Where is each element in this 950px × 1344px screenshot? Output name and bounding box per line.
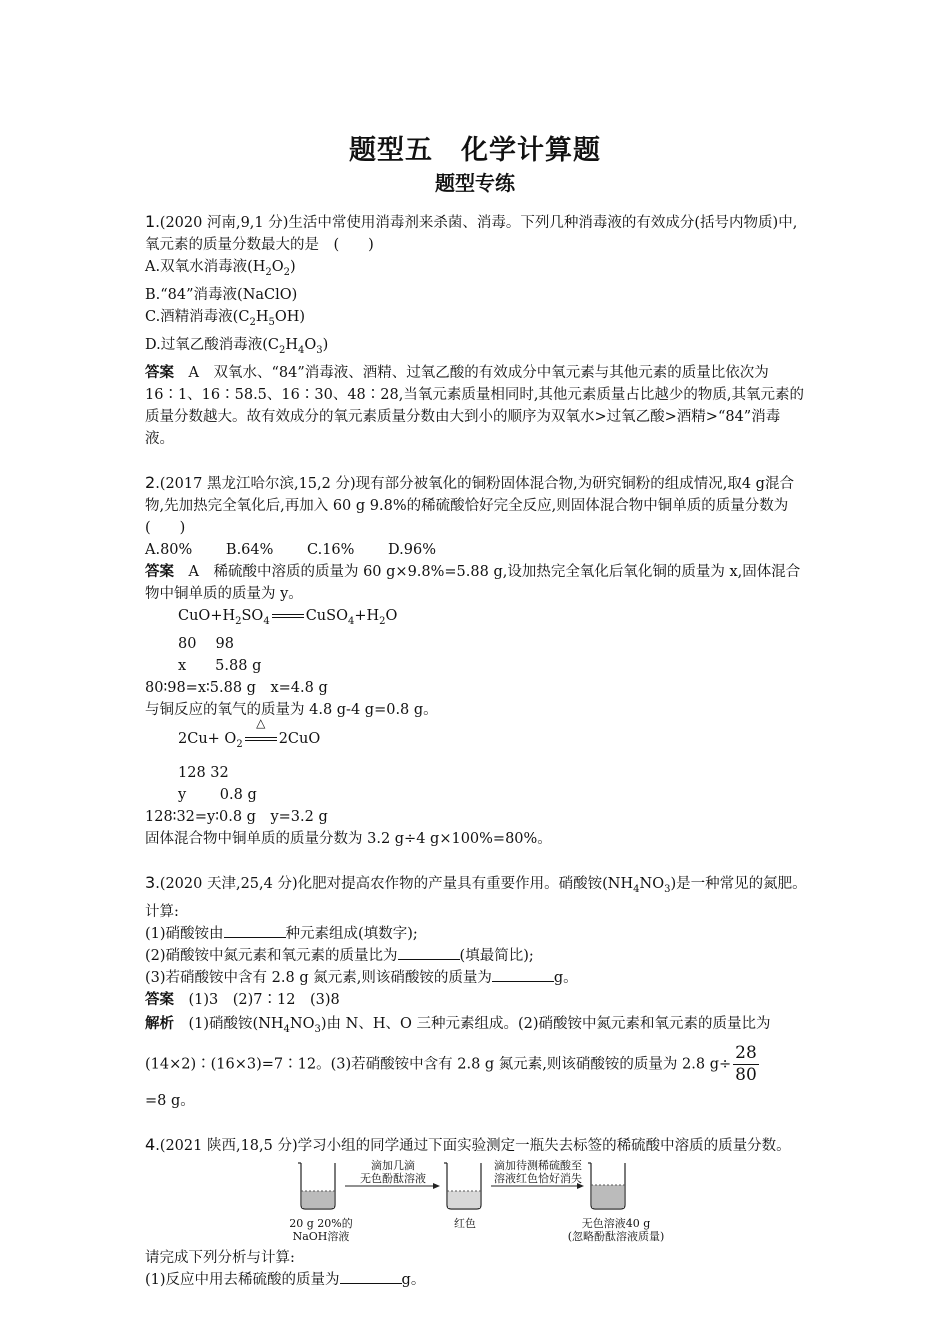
option-a: A.双氧水消毒液$(H_2O_2)$ — [145, 259, 296, 278]
answer-blank — [340, 1269, 402, 1284]
calc-line-4: 固体混合物中铜单质的质量分数为 3.2 g÷4 g×100%=80%。 — [145, 831, 552, 848]
question-list — [145, 211, 807, 1291]
calc-line-1: 80∶98=x∶5.88 g x=4.8 g — [145, 679, 328, 696]
equation-2-masses: 128 32 — [178, 765, 229, 782]
calc-line-2: 与铜反应的氧气的质量为 4.8 g-4 g=0.8 g。 — [145, 701, 438, 718]
step-1-label: 滴加几滴 无色酚酞溶液 — [360, 1159, 426, 1186]
page-title: 题型五 化学计算题 — [349, 135, 601, 166]
answer-2: 答案 A 稀硫酸中溶质的质量为 60 g×9.8%=5.88 g,设加热完全氧化后氧化铜的质量为 x,固体混合物中铜单质的质量为 y。 — [145, 563, 801, 602]
answer-blank — [492, 967, 554, 982]
equation-1-values: x 5.88 g — [178, 657, 262, 674]
option-c: C.酒精消毒液$(C_2H_5OH)$ — [145, 308, 306, 328]
answer-1: 答案 A 双氧水、“84”消毒液、酒精、过氧乙酸的有效成分中氧元素与其他元素的质量比依次为16∶1、16∶58.5、16∶30、48∶28,当氧元素质量相同时,其他元素质量占比越少的物质,其氧元素的质量分数越大。故有效成分的氧元素质量分数由大到小的顺序为双氧水>过氧乙酸>酒精>“84”消毒液。 — [145, 364, 805, 447]
equation-1: $CuO+H_2SO_4$ $CuSO_4+H_2O$ — [178, 607, 398, 627]
question-3-part-2: (2)硝酸铵中氮元素和氧元素的质量比为 (填最简比); — [145, 945, 807, 967]
question-4-prompt: 请完成下列分析与计算: — [145, 1250, 295, 1267]
question-4-part-1: (1)反应中用去稀硫酸的质量为 g。 — [145, 1269, 807, 1291]
equation-2-values: y 0.8 g — [178, 787, 257, 804]
experiment-figure — [145, 1159, 807, 1247]
analysis-3: 解析 (1)硝酸铵$(NH_4NO_3)$由 N、H、O 三种元素组成。(2)硝酸铵中氮元素和氧元素的质量比为(14×2)∶(16×3)=7∶12。(3)若硝酸铵中含有 2.8 g 氮元素,则该硝酸铵的质量为 2.8 g÷ $\frac{28}{80}$ — [145, 1016, 771, 1086]
question-3-part-3: (3)若硝酸铵中含有 2.8 g 氮元素,则该硝酸铵的质量为 g。 — [145, 967, 807, 989]
analysis-3-end: =8 g。 — [145, 1093, 195, 1110]
answer-3: 答案 (1)3 (2)7∶12 (3)8 — [145, 992, 340, 1009]
heat-delta-icon: △ — [256, 715, 266, 730]
question-1-stem: 1.(2020 河南,9,1 分)生活中常使用消毒剂来杀菌、消毒。下列几种消毒液的有效成分(括号内物质)中,氧元素的质量分数最大的是 ( ) — [145, 212, 798, 253]
question-4-stem: 4.(2021 陕西,18,5 分)学习小组的同学通过下面实验测定一瓶失去标签的稀硫酸中溶质的质量分数。 — [145, 1135, 791, 1155]
question-2-stem: 2.(2017 黑龙江哈尔滨,15,2 分)现有部分被氧化的铜粉固体混合物,为研究铜粉的组成情况,取4 g混合物,先加热完全氧化后,再加入 60 g 9.8%的稀硫酸恰好完全反应,则固体混合物中铜单质的质量分数为 ( ) — [145, 472, 803, 536]
option-b: B.“84”消毒液(NaClO) — [145, 286, 298, 303]
fraction: $\frac{28}{80}$ — [735, 1043, 757, 1086]
option-d: D.过氧乙酸消毒液$(C_2H_4O_3)$ — [145, 336, 329, 356]
question-3-part-1: (1)硝酸铵由 种元素组成(填数字); — [145, 923, 807, 945]
answer-blank — [398, 945, 460, 960]
question-3-stem: 3.(2020 天津,25,4 分)化肥对提高农作物的产量具有重要作用。硝酸铵$(NH_4NO_3)$是一种常见的氮肥。计算: — [145, 873, 807, 921]
page-subtitle: 题型专练 — [435, 171, 515, 195]
answer-blank — [224, 923, 286, 938]
beaker-1-label: 20 g 20%的 NaOH溶液 — [289, 1217, 353, 1244]
equation-2: $2Cu+ O_2$ △ 2CuO — [178, 715, 321, 750]
equals-sign-icon — [272, 611, 304, 621]
beaker-2-label: 红色 — [454, 1217, 476, 1231]
equation-1-masses: 80 98 — [178, 635, 235, 652]
question-2-options: A.80% B.64% C.16% D.96% — [145, 541, 436, 558]
step-2-label: 滴加待测稀硫酸至 溶液红色恰好消失 — [494, 1159, 582, 1186]
heat-equals-sign-icon — [245, 715, 277, 744]
calc-line-3: 128∶32=y∶0.8 g y=3.2 g — [145, 809, 328, 826]
beaker-3-label: 无色溶液40 g (忽略酚酞溶液质量) — [567, 1217, 665, 1244]
